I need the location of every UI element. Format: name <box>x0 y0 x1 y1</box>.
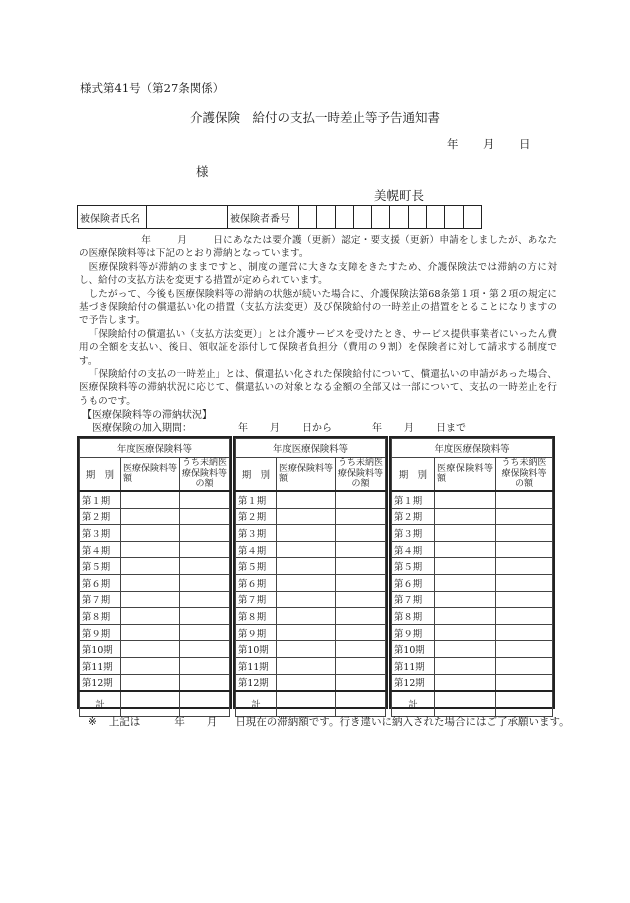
amount-col-header: 医療保険料等額 <box>121 458 180 492</box>
unpaid-cell[interactable] <box>180 657 230 674</box>
period-label: 第11期 <box>80 657 121 674</box>
footnote <box>88 714 570 729</box>
amount-cell[interactable] <box>435 641 496 658</box>
unpaid-cell[interactable] <box>336 491 386 508</box>
total-unpaid-cell[interactable] <box>180 691 230 717</box>
amount-cell[interactable] <box>435 541 496 558</box>
period-label: 第５期 <box>80 558 121 575</box>
amount-cell[interactable] <box>121 574 180 591</box>
to-month: 月 <box>404 423 414 434</box>
insured-number-digit[interactable] <box>353 206 371 229</box>
total-unpaid-cell[interactable] <box>336 691 386 717</box>
unpaid-cell[interactable] <box>496 491 553 508</box>
period-label: 第１期 <box>80 491 121 508</box>
amount-cell[interactable] <box>121 491 180 508</box>
from-day: 日から <box>302 423 332 434</box>
period-label: 第12期 <box>236 674 277 691</box>
intro-paragraph <box>79 234 557 261</box>
note-year: 年 <box>174 716 185 728</box>
arrears-table-2 <box>233 436 388 712</box>
period-label: 第９期 <box>80 624 121 641</box>
period-label: 第７期 <box>236 591 277 608</box>
amount-cell[interactable] <box>435 674 496 691</box>
unpaid-cell[interactable] <box>336 558 386 575</box>
amount-col-header: 医療保険料等額 <box>277 458 336 492</box>
period-label: 第４期 <box>80 541 121 558</box>
to-year: 年 <box>372 423 382 434</box>
unpaid-cell[interactable] <box>180 591 230 608</box>
amount-cell[interactable] <box>277 608 336 625</box>
fiscal-year-header: 年度医療保険料等 <box>392 439 553 458</box>
insured-number-digit[interactable] <box>463 206 481 229</box>
arrears-grid <box>79 438 230 717</box>
unpaid-cell[interactable] <box>336 591 386 608</box>
period-label: 第２期 <box>392 508 435 525</box>
arrears-table-3 <box>389 436 555 712</box>
unpaid-col-header: うち未納医療保険料等の額 <box>336 458 386 492</box>
unpaid-cell[interactable] <box>336 657 386 674</box>
period-label: 第５期 <box>392 558 435 575</box>
paragraph-2: 医療保険料等が滞納のままですと、制度の運営に大きな支障をきたすため、介護保険法では滞納の方に対し、給付の支払方法を変更する措置が定められています。 <box>79 261 557 287</box>
form-number: 様式第41号（第27条関係） <box>80 81 225 95</box>
insured-number-digit[interactable] <box>408 206 426 229</box>
amount-cell[interactable] <box>121 657 180 674</box>
note-prefix: 上記は <box>108 716 141 728</box>
insured-number-digit[interactable] <box>390 206 408 229</box>
from-year: 年 <box>238 423 248 434</box>
unpaid-cell[interactable] <box>180 491 230 508</box>
unpaid-cell[interactable] <box>180 641 230 658</box>
amount-cell[interactable] <box>435 624 496 641</box>
insured-number-digit[interactable] <box>299 206 317 229</box>
period-label: 第７期 <box>80 591 121 608</box>
unpaid-cell[interactable] <box>496 657 553 674</box>
insured-number-digit[interactable] <box>445 206 463 229</box>
insured-name-field[interactable] <box>147 206 228 229</box>
amount-cell[interactable] <box>121 508 180 525</box>
amount-cell[interactable] <box>121 558 180 575</box>
period-col-header: 期 別 <box>80 458 121 492</box>
insured-number-digit[interactable] <box>335 206 353 229</box>
amount-cell[interactable] <box>121 608 180 625</box>
unpaid-cell[interactable] <box>180 608 230 625</box>
insured-name-label: 被保険者氏名 <box>78 206 147 229</box>
period-label: 第12期 <box>80 674 121 691</box>
amount-cell[interactable] <box>435 657 496 674</box>
period-label: 第５期 <box>236 558 277 575</box>
fiscal-year-header: 年度医療保険料等 <box>80 439 230 458</box>
amount-cell[interactable] <box>277 657 336 674</box>
period-col-header: 期 別 <box>236 458 277 492</box>
period-label: 第10期 <box>236 641 277 658</box>
amount-cell[interactable] <box>277 525 336 542</box>
insured-number-label: 被保険者番号 <box>228 206 299 229</box>
amount-cell[interactable] <box>435 574 496 591</box>
unpaid-cell[interactable] <box>496 574 553 591</box>
unpaid-cell[interactable] <box>336 674 386 691</box>
amount-cell[interactable] <box>435 525 496 542</box>
insured-number-digit[interactable] <box>317 206 335 229</box>
total-label: 計 <box>236 691 277 717</box>
arrears-grid <box>235 438 386 717</box>
period-label: 第２期 <box>236 508 277 525</box>
period-label: 第１期 <box>392 491 435 508</box>
amount-cell[interactable] <box>435 491 496 508</box>
paragraph-4: 「保険給付の償還払い（支払方法変更）」とは介護サービスを受けたとき、サービス提供事業者にいったん費用の全額を支払い、後日、領収証を添付して保険者負担分（費用の９割）を保険者に対して請求する制度です。 <box>79 328 557 367</box>
unpaid-cell[interactable] <box>336 541 386 558</box>
amount-cell[interactable] <box>277 674 336 691</box>
unpaid-cell[interactable] <box>336 624 386 641</box>
unpaid-cell[interactable] <box>180 508 230 525</box>
unpaid-cell[interactable] <box>496 541 553 558</box>
amount-cell[interactable] <box>121 674 180 691</box>
unpaid-cell[interactable] <box>336 641 386 658</box>
unpaid-cell[interactable] <box>496 591 553 608</box>
issue-date <box>447 136 531 152</box>
unpaid-cell[interactable] <box>180 541 230 558</box>
unpaid-cell[interactable] <box>336 608 386 625</box>
unpaid-cell[interactable] <box>336 525 386 542</box>
unpaid-cell[interactable] <box>496 608 553 625</box>
period-label: 第９期 <box>392 624 435 641</box>
unpaid-cell[interactable] <box>180 558 230 575</box>
intro-month: 月 <box>177 235 188 246</box>
period-label: 第３期 <box>392 525 435 542</box>
unpaid-col-header: うち未納医療保険料等の額 <box>496 458 553 492</box>
period-label: 第８期 <box>236 608 277 625</box>
amount-cell[interactable] <box>277 558 336 575</box>
unpaid-cell[interactable] <box>496 508 553 525</box>
unpaid-cell[interactable] <box>496 558 553 575</box>
amount-col-header: 医療保険料等額 <box>435 458 496 492</box>
unpaid-cell[interactable] <box>336 574 386 591</box>
unpaid-cell[interactable] <box>496 641 553 658</box>
amount-cell[interactable] <box>121 591 180 608</box>
period-label: 第６期 <box>236 574 277 591</box>
unpaid-cell[interactable] <box>336 508 386 525</box>
period-label: 第11期 <box>392 657 435 674</box>
total-amount-cell[interactable] <box>121 691 180 717</box>
amount-cell[interactable] <box>277 541 336 558</box>
note-rest: 日現在の滞納額です。行き違いに納入された場合にはご了承願います。 <box>235 716 570 728</box>
arrears-table-1 <box>77 436 232 712</box>
period-label: 第10期 <box>80 641 121 658</box>
period-label: 第４期 <box>392 541 435 558</box>
period-label: 第９期 <box>236 624 277 641</box>
paragraph-3: したがって、今後も医療保険料等の滞納の状態が続いた場合に、介護保険法第68条第１項・第２項の規定に基づき保険給付の償還払い化の措置（支払方法変更）及び保険給付の一時差止の措置をとることになりますので予告します。 <box>79 288 557 327</box>
amount-cell[interactable] <box>277 574 336 591</box>
unpaid-cell[interactable] <box>180 574 230 591</box>
date-year: 年 <box>447 137 459 151</box>
issuer-name: 美幌町長 <box>374 188 425 203</box>
insured-number-digit[interactable] <box>427 206 445 229</box>
period-label: 第８期 <box>392 608 435 625</box>
unpaid-cell[interactable] <box>180 525 230 542</box>
unpaid-col-header: うち未納医療保険料等の額 <box>180 458 230 492</box>
intro-rest: 日にあなたは要介護（更新）認定・要支援（更新）申請をしましたが、あなたの医療保険料等は下記のとおり滞納となっています。 <box>79 235 558 260</box>
total-amount-cell[interactable] <box>435 691 496 717</box>
period-label: 第６期 <box>80 574 121 591</box>
period-label: 医療保険の加入期間： <box>92 423 192 434</box>
addressee-suffix: 様 <box>196 164 209 179</box>
amount-cell[interactable] <box>121 541 180 558</box>
to-day: 日まで <box>436 423 466 434</box>
period-label: 第４期 <box>236 541 277 558</box>
notice-body <box>79 234 557 408</box>
date-month: 月 <box>483 137 495 151</box>
period-label: 第８期 <box>80 608 121 625</box>
date-day: 日 <box>519 137 531 151</box>
period-label: 第１期 <box>236 491 277 508</box>
enrollment-period <box>92 419 466 434</box>
amount-cell[interactable] <box>277 624 336 641</box>
amount-cell[interactable] <box>435 608 496 625</box>
unpaid-cell[interactable] <box>496 674 553 691</box>
unpaid-cell[interactable] <box>180 674 230 691</box>
period-label: 第３期 <box>236 525 277 542</box>
amount-cell[interactable] <box>435 508 496 525</box>
amount-cell[interactable] <box>277 508 336 525</box>
intro-year: 年 <box>141 235 152 246</box>
period-label: 第12期 <box>392 674 435 691</box>
total-amount-cell[interactable] <box>277 691 336 717</box>
arrears-grid <box>391 438 553 717</box>
amount-cell[interactable] <box>121 624 180 641</box>
period-label: 第３期 <box>80 525 121 542</box>
note-month: 月 <box>206 716 218 728</box>
period-label: 第11期 <box>236 657 277 674</box>
period-col-header: 期 別 <box>392 458 435 492</box>
insured-id-table <box>77 205 482 229</box>
insured-number-digit[interactable] <box>372 206 390 229</box>
amount-cell[interactable] <box>121 641 180 658</box>
period-label: 第６期 <box>392 574 435 591</box>
status-heading: 【医療保険料等の滞納状況】 <box>82 410 212 421</box>
period-label: 第２期 <box>80 508 121 525</box>
unpaid-cell[interactable] <box>180 624 230 641</box>
period-label: 第７期 <box>392 591 435 608</box>
note-mark: ※ <box>88 716 97 728</box>
total-unpaid-cell[interactable] <box>496 691 553 717</box>
amount-cell[interactable] <box>435 591 496 608</box>
total-label: 計 <box>80 691 121 717</box>
unpaid-cell[interactable] <box>496 525 553 542</box>
unpaid-cell[interactable] <box>496 624 553 641</box>
amount-cell[interactable] <box>121 525 180 542</box>
from-month: 月 <box>270 423 280 434</box>
amount-cell[interactable] <box>277 641 336 658</box>
document-title: 介護保険 給付の支払一時差止等予告通知書 <box>189 110 440 125</box>
total-label: 計 <box>392 691 435 717</box>
amount-cell[interactable] <box>435 558 496 575</box>
period-label: 第10期 <box>392 641 435 658</box>
fiscal-year-header: 年度医療保険料等 <box>236 439 386 458</box>
amount-cell[interactable] <box>277 491 336 508</box>
amount-cell[interactable] <box>277 591 336 608</box>
paragraph-5: 「保険給付の支払の一時差止」とは、償還払い化された保険給付について、償還払いの申請があった場合、医療保険料等の滞納状況に応じて、償還払いの対象となる金額の全部又は一部について、支払の一時差止を行うものです。 <box>79 369 557 407</box>
